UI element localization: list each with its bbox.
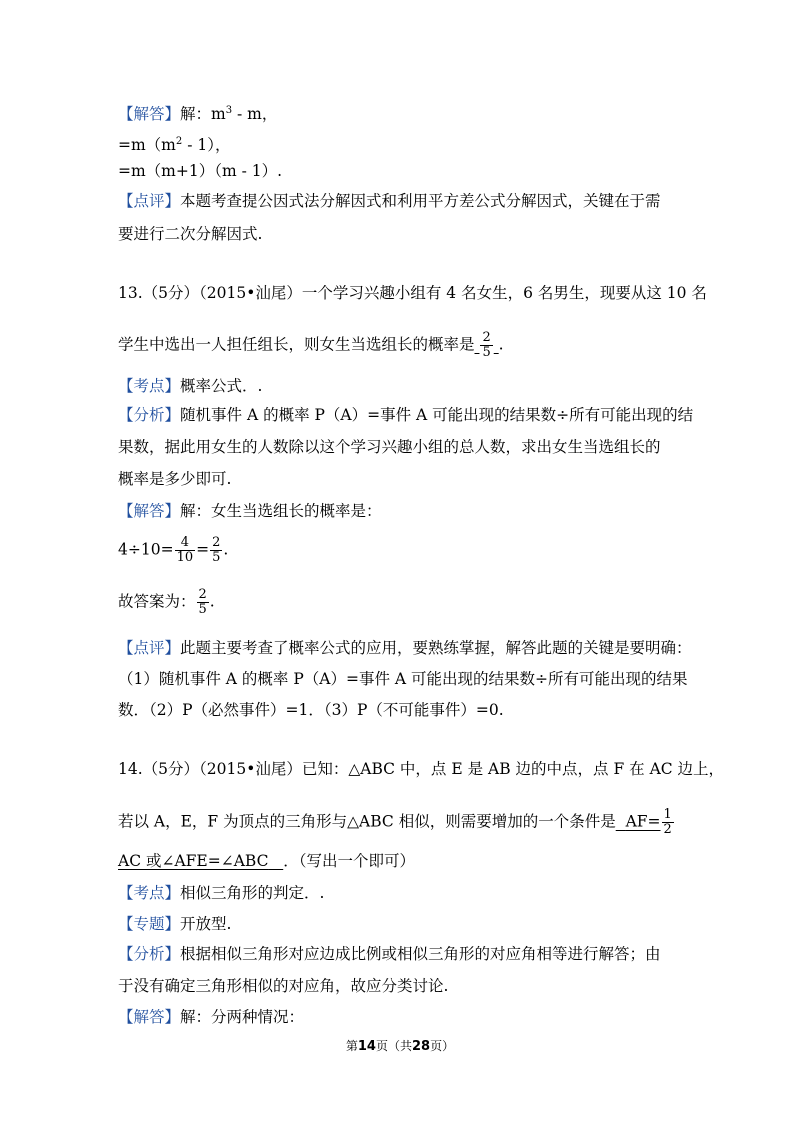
q13-stem-line2: 学生中选出一人担任组长，则女生当选组长的概率是 $\frac{2}{5}$ . [118, 330, 504, 360]
solution-tag: 【解答】 [118, 105, 181, 124]
q14-topic: 【专题】开放型. [118, 915, 232, 933]
q12-step1: $=m(m^2 - 1)$， [118, 136, 231, 155]
keypoint-tag: 【考点】 [118, 377, 181, 395]
q14-stem-line2: 若以 A，E，F 为顶点的三角形与△ABC 相似，则需要增加的一个条件是 AF= $\frac{1}{2}$ [118, 807, 672, 837]
q13-comment-line3: 数．（2）P（必然事件）=1．（3）P（不可能事件）=0. [118, 701, 504, 719]
q14-stem-line3: AC 或∠AFE=∠ABC ．（写出一个即可） [118, 852, 415, 870]
solution-tag: 【解答】 [118, 1008, 181, 1026]
q12-solution-line: 【解答】解：$m^3$ - m， [118, 105, 278, 124]
q14-keypoint: 【考点】相似三角形的判定．. [118, 884, 325, 902]
total-page-count: 28 [412, 1039, 431, 1054]
q14-solution: 【解答】解：分两种情况： [118, 1008, 305, 1026]
topic-tag: 【专题】 [118, 915, 181, 933]
q14-analysis-line2: 于没有确定三角形相似的对应角，故应分类讨论. [118, 977, 449, 995]
comment-tag: 【点评】 [118, 192, 181, 210]
final-answer-fraction: $\frac{2}{5}$ [198, 587, 207, 617]
q13-analysis-line1: 【分析】随机事件 A 的概率 P（A）=事件 A 可能出现的结果数÷所有可能出现的结 [118, 406, 694, 424]
q12-step2: =m（m+1）（m - 1）. [118, 162, 283, 180]
q13-comment-line1: 【点评】此题主要考查了概率公式的应用，要熟练掌握，解答此题的关键是要明确： [118, 639, 692, 657]
comment-tag: 【点评】 [118, 639, 181, 657]
q13-stem-line1: 13.（5分）（2015•汕尾）一个学习兴趣小组有 4 名女生，6 名男生，现要从这 10 名 [118, 284, 707, 302]
q13-answer-fraction: $\frac{2}{5}$ [482, 330, 491, 360]
page-footer: 第14页（共28页） [345, 1039, 455, 1054]
q13-calculation: 4÷10= $\frac{4}{10}$ = $\frac{2}{5}$ . [118, 535, 229, 565]
current-page-number: 14 [357, 1039, 376, 1054]
q14-analysis-line1: 【分析】根据相似三角形对应边成比例或相似三角形的对应角相等进行解答；由 [118, 945, 661, 963]
calc-fraction-1: $\frac{4}{10}$ [176, 535, 194, 565]
q13-answer-line: 故答案为： $\frac{2}{5}$ . [118, 587, 215, 617]
solution-tag: 【解答】 [118, 502, 181, 520]
analysis-tag: 【分析】 [118, 945, 181, 963]
keypoint-tag: 【考点】 [118, 884, 181, 902]
q13-keypoint: 【考点】概率公式．. [118, 377, 263, 395]
q14-stem-line1: 14.（5分）（2015•汕尾）已知：△ABC 中，点 E 是 AB 边的中点，点 F 在 AC 边上， [118, 760, 725, 778]
q13-analysis-line3: 概率是多少即可. [118, 470, 232, 488]
q14-answer-continuation: AC 或∠AFE=∠ABC [118, 852, 269, 870]
q12-comment-line1: 【点评】本题考查提公因式法分解因式和利用平方差公式分解因式，关键在于需 [118, 192, 661, 210]
q12-comment-line2: 要进行二次分解因式. [118, 225, 263, 243]
q14-answer-blank: AF= [625, 812, 661, 831]
calc-fraction-2: $\frac{2}{5}$ [212, 535, 221, 565]
q13-comment-line2: （1）随机事件 A 的概率 P（A）=事件 A 可能出现的结果数÷所有可能出现的结果 [118, 670, 688, 688]
q13-analysis-line2: 果数，据此用女生的人数除以这个学习兴趣小组的总人数，求出女生当选组长的 [118, 438, 661, 456]
analysis-tag: 【分析】 [118, 406, 181, 424]
q13-solution: 【解答】解：女生当选组长的概率是： [118, 502, 382, 520]
q13-answer-blank [475, 330, 499, 360]
q14-answer-fraction: $\frac{1}{2}$ [663, 807, 672, 837]
